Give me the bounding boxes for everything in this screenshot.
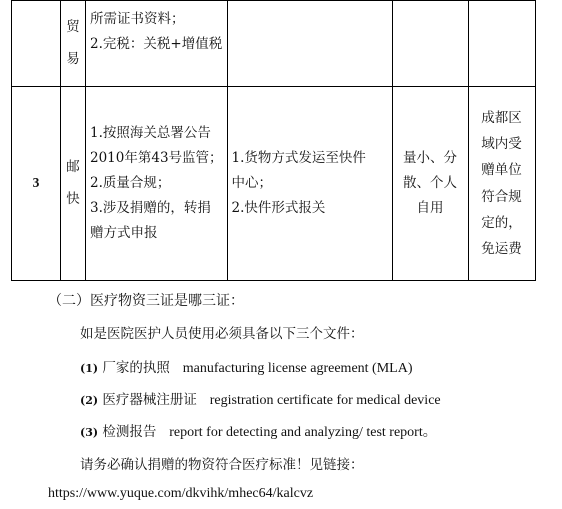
- requirement-line: 3.涉及捐赠的，转捐: [90, 199, 211, 216]
- feature-line: 自用: [416, 199, 444, 216]
- intro-paragraph: 如是医院医护人员使用必须具备以下三个文件：: [80, 326, 364, 342]
- cell-requirements-express: [86, 87, 228, 281]
- note-line: 符合规: [481, 188, 522, 205]
- cell-feature-express: [392, 87, 468, 281]
- item-cn-label: 检测报告: [102, 424, 157, 440]
- note-line: 成都区: [481, 109, 522, 126]
- list-number: (1): [80, 362, 99, 375]
- list-item: [80, 356, 413, 377]
- cell-number-empty: [12, 1, 61, 87]
- list-number: (3): [80, 426, 99, 439]
- list-item: [80, 420, 437, 441]
- note-line: 定的，: [481, 214, 522, 231]
- item-en-label: manufacturing license agreement (MLA): [182, 361, 413, 376]
- logistics-table: [11, 0, 536, 281]
- cell-method-express: [227, 87, 392, 281]
- type-char: 贸: [66, 19, 80, 36]
- cell-requirements-trade: [86, 1, 228, 87]
- item-en-label: registration certificate for medical device: [209, 393, 441, 408]
- type-char: 邮: [66, 159, 80, 176]
- requirement-line: 2010年第43号监管；: [90, 150, 223, 167]
- requirement-line: 2.质量合规；: [90, 175, 171, 192]
- requirement-line: 赠方式申报: [90, 224, 158, 241]
- feature-line: 量小、分: [403, 150, 458, 167]
- feature-line: 散、个人: [403, 175, 458, 192]
- requirement-line: 2.完税：关税+增值税: [90, 35, 223, 52]
- cell-type-trade: [61, 1, 86, 87]
- table-row-trade: [12, 1, 536, 87]
- cell-note-express: [468, 87, 535, 281]
- cell-number: 3: [12, 87, 61, 281]
- note-line: 免运费: [481, 241, 522, 258]
- item-cn-label: 医疗器械注册证: [102, 392, 197, 408]
- cell-feature-empty: [392, 1, 468, 87]
- method-line: 中心；: [231, 175, 273, 192]
- cell-note-empty: [468, 1, 535, 87]
- list-item: [80, 388, 441, 409]
- method-line: 2.快件形式报关: [231, 199, 326, 216]
- confirm-paragraph: 请务必确认捐赠的物资符合医疗标准！见链接：: [80, 457, 364, 473]
- method-line: 1.货物方式发运至快件: [231, 150, 366, 167]
- cell-method-empty: [227, 1, 392, 87]
- table-row-express: [12, 87, 536, 281]
- type-char: 易: [66, 50, 80, 67]
- section-title: （二）医疗物资三证是哪三证：: [48, 293, 244, 309]
- cell-type-express: [61, 87, 86, 281]
- item-cn-label: 厂家的执照: [102, 360, 170, 376]
- note-line: 域内受: [481, 135, 522, 152]
- type-char: 快: [66, 190, 80, 207]
- list-number: (2): [80, 394, 99, 407]
- note-line: 赠单位: [481, 162, 522, 179]
- requirement-line: 1.按照海关总署公告: [90, 125, 211, 142]
- item-en-label: report for detecting and analyzing/ test report。: [169, 425, 437, 440]
- reference-link[interactable]: https://www.yuque.com/dkvihk/mhec64/kalcvz: [48, 486, 314, 501]
- requirement-line: 所需证书资料；: [90, 11, 185, 27]
